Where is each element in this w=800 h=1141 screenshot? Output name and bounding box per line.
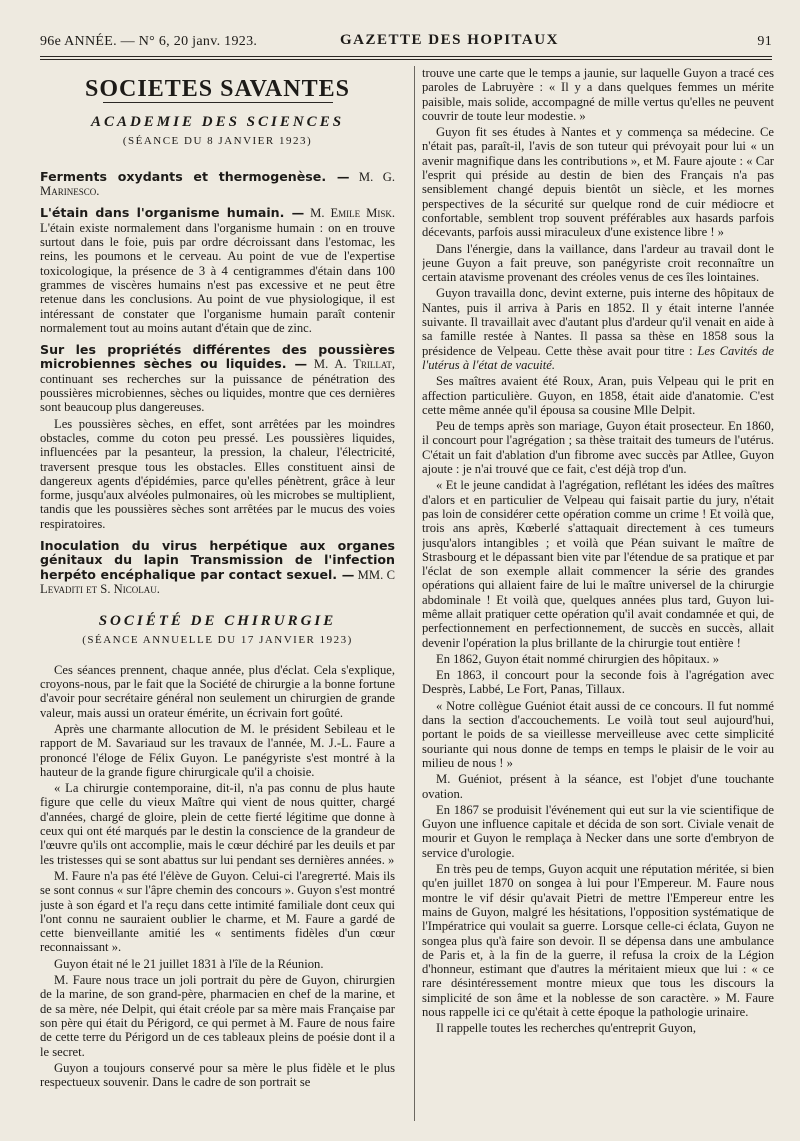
paragraph: M. Faure n'a pas été l'élève de Guyon. Celui-ci l'aregrетté. Mais ils se sont connus « sur l'âpre chemin des concours ». Guyon s'est montré juste à son égard et l'a reçu dans cette intimité familiale dont ceux qui l'ont connu ne sauraient oublier le charme, et M. Faure a gardé de cette bienveillante amitié les « sentiments fidèles d'un cœur reconnaissant ». xyxy=(40,868,395,955)
column-divider xyxy=(414,66,415,1121)
paragraph: Guyon fit ses études à Nantes et y commença sa médecine. Ce n'était pas, paraît-il, l'avis de son tuteur qui prévoyait pour lui « un avenir magnifique dans les contributions », et M. Faure ajoute : « Car l'esprit qui préside au destin de bien des Français n'a pas sensiblement changé depuis bientôt un siècle, et les mornes perspectives de la sécurité sur quelque rond de cuir médiocre et confortable, semblent trop souvent préférables aux hasards parfois décevants, parfois aussi miraculeux d'une existence libre ! » xyxy=(422,125,774,240)
paragraph: « La chirurgie contemporaine, dit-il, n'a pas connu de plus haute figure que celle du vieux Maître qui vient de nous quitter, chargé d'années, chargé de gloire, plein de cette fierté légitime que donne à ceux qui ont été marqués par le destin la conscience de la grandeur de l'œuvre qu'ils ont accomplie, mais le cœur déchiré par les deuils et par les tristesses qui se sont abattus sur lui pendant ses dernières années. » xyxy=(40,781,395,867)
paragraph: Guyon a toujours conservé pour sa mère le plus fidèle et le plus respectueux souvenir. Dans le cadre de son portrait se xyxy=(40,1060,395,1090)
paragraph: Dans l'énergie, dans la vaillance, dans l'ardeur au travail dont le jeune Guyon a fait preuve, son panégyriste croit reconnaître un certain atavisme provenant des créoles venus de ces îles lointaines. xyxy=(422,241,774,285)
paragraph: Les poussières sèches, en effet, sont arrêtées par les moindres obstacles, comme du coton peu pressé. Les poussières liquides, influencées par la pesanteur, la pression, la chaleur, l'électricité, traversent presque tous les obstacles. Elles constituent ainsi de dangereux agents d'épidémies, parce qu'elles pénètrent, grâce à leur forme, jusqu'aux alvéoles pulmonaires, où les microbes se multiplient, tandis que les poussières sèches sont arrêtées par le mucus des voies respiratoires. xyxy=(40,416,395,531)
paragraph: Guyon était né le 21 juillet 1831 à l'île de la Réunion. xyxy=(54,956,324,971)
paragraph: « Notre collègue Guéniot était aussi de ce concours. Il fut nommé dans la section d'accouchements. Le voilà tout seul aujourd'hui, portant le poids de sa vieillesse merveilleuse avec cette simplicité souriante qui nous donne de temps en temps le plaisir de le voir au milieu de nous ! » xyxy=(422,698,774,770)
article-oxydants xyxy=(40,170,395,199)
article-author: M. G. Marinesco. xyxy=(40,169,395,199)
header-rule xyxy=(40,56,772,57)
paragraph: trouve une carte que le temps a jaunie, sur laquelle Guyon a tracé ces paroles de Labruyère : « Il y a dans quelques femmes un mérite paisible, mais solide, accompagné de mille vertus qu'elles ne peuvent couvrir de toute leur modestie. » xyxy=(422,66,774,123)
paragraph: M. Guéniot, présent à la séance, est l'objet d'une touchante ovation. xyxy=(422,772,774,801)
article-text: continuant ses recherches sur la puissance de pénétration des poussières microbiennes, sèches ou liquides, montre que ces dernières sont beaucoup plus dangereuses. xyxy=(40,371,395,415)
article-text: L'étain existe normalement dans l'organisme humain : on en trouve surtout dans le foie, puis par ordre décroissant dans l'estomac, les reins, les poumons et le cerveau. Au point de vue de l'expertise toxicologique, la présence de 3 à 4 centigrammes d'étain dans 100 grammes de viscères humains n'est pas excessive et ne peut être retenue dans les conclusions. Au point de vue physiologique, il est intéressant de constater que l'organisme humain paraît contenir normalement tout au moins autant d'étain que de zinc. xyxy=(40,220,395,335)
article-author: MM. C Levaditi et S. Nicolau. xyxy=(40,567,395,596)
article-heading: L'étain dans l'organisme humain. — xyxy=(40,205,305,221)
left-column xyxy=(40,66,395,1131)
paragraph: Après une charmante allocution de M. le président Sebileau et le rapport de M. Savariaud sur les travaux de l'année, M. J.-L. Faure a prononcé l'éloge de Félix Guyon. Le panégyriste s'est montré à la hauteur de la grande figure chirurgicale qu'il a choisie. xyxy=(40,721,395,779)
paragraph xyxy=(422,286,774,372)
surgery-title: SOCIÉTÉ DE CHIRURGIE xyxy=(98,613,337,630)
article-heading: Ferments oxydants et thermogenèse. — xyxy=(40,168,350,184)
paragraph: Ses maîtres avaient été Roux, Aran, puis Velpeau qui le prit en affection particulière. Guyon, en 1858, était aide d'anatomie. C'est cette même année qu'il épousa sa cousine Mlle Delpit. xyxy=(422,374,774,417)
paragraph: M. Faure nous trace un joli portrait du père de Guyon, chirurgien de la marine, de son grand-père, pharmacien en chef de la marine, et de sa mère, née Delpit, qui était créole par sa mère mais Française par son père qui était du Périgord, ce qui permet à M. Faure de nous faire de cette terre du Périgord un de ces tableaux pleins de poésie dont il a le secret. xyxy=(40,973,395,1059)
article-author: M. A. Trillat, xyxy=(313,357,395,372)
journal-title: GAZETTE DES HOPITAUX xyxy=(340,32,559,48)
paragraph: En 1867 se produisit l'événement qui eut sur la vie scientifique de Guyon une influence capitale et décida de son sort. Civiale venait de mourir et Guyon le remplaça à Necker dans une sorte d'embryon de service d'urologie. xyxy=(422,802,774,860)
paragraph: « Et le jeune candidat à l'agrégation, reflétant les idées des maîtres d'alors et en particulier de Velpeau qui faisait partie du jury, n'était pas loin de considérer cette opération comme un crime ! Et voilà que, trois ans après, Kœberlé s'attaquait directement à ces tumeurs jusqu'alors intangibles ; et voilà que Péan suivant le maître de Strasbourg et le dépassant bien vite par l'étendue de sa pratique et par l'éclat de son exemple allait commencer la série des grandes opérations qui allaient faire de lui le maître universel de la chirurgie abdominale ! Et voilà que, quelques années plus tard, Guyon lui-même allait pratiquer cette opération qu'il avait condamnée et qui, de perfectionnement en perfectionnement, de succès en succès, allait devenir l'opération la plus brillante de la chirurgie tout entière ! xyxy=(422,478,774,650)
page-header xyxy=(40,30,772,56)
right-column xyxy=(422,66,774,1131)
header-rule-thin xyxy=(40,59,772,60)
page-number: 91 xyxy=(757,34,772,49)
title-rule xyxy=(103,102,333,103)
paragraph: En 1862, Guyon était nommé chirurgien des hôpitaux. » xyxy=(436,651,720,666)
paragraph: En très peu de temps, Guyon acquit une réputation méritée, si bien qu'en juillet 1870 on songea à lui pour l'Empereur. M. Faure nous montre le vif désir qu'avait Pietri de mettre l'Empereur entre les mains de Guyon, malgré les hésitations, l'opposition systématique de l'Impératrice qui voulait sa guerre. Lorsque celle-ci éclata, Guyon ne songea plus qu'à faire son devoir. Il se dépensa dans une ambulance de Paris et, à la fin de la guerre, il refusa la croix de la Légion d'honneur, estimant que d'autres la méritaient mieux que lui : « ce rare désintéressement montre mieux que tous les discours la simplicité de son âme et la noblesse de son caractère. » M. Faure nous rappelle ici ce qu'était à cette époque la pathologie urinaire. xyxy=(422,862,774,1019)
paragraph: Il rappelle toutes les recherches qu'entreprit Guyon, xyxy=(436,1021,696,1036)
academy-title: ACADEMIE DES SCIENCES xyxy=(90,114,345,131)
article-poussieres xyxy=(40,343,395,414)
thesis-title: Les Cavités de l'utérus à l'état de vacuité. xyxy=(422,343,774,372)
paragraph-text: Guyon travailla donc, devint externe, puis interne des hôpitaux de Nantes, puis il arriva à Paris en 1852. Il y était interne l'année suivante. Il travaillait avec d'autant plus d'ardeur qu'il venait en aide à sa famille restée à Nantes. Il passa sa thèse en 1858 sous la présidence de Velpeau. Cette thèse avait pour titre : xyxy=(422,286,774,358)
article-author: M. Emile Misk. xyxy=(310,206,395,221)
article-heading: Inoculation du virus herpétique aux organes génitaux du lapin Transmission de l'infection herpéto encéphalique par contact sexuel. — xyxy=(40,538,395,582)
article-herpes xyxy=(40,539,395,596)
section-title: SOCIETES SAVANTES xyxy=(85,76,350,102)
academy-session: (SÉANCE DU 8 JANVIER 1923) xyxy=(122,134,313,147)
issue-info: 96e ANNÉE. — N° 6, 20 janv. 1923. xyxy=(40,34,258,49)
paragraph: Ces séances prennent, chaque année, plus d'éclat. Cela s'explique, croyons-nous, par le fait que la Société de chirurgie a la bonne fortune d'avoir pour secrétaire général non seulement un chirurgien de grande valeur, mais aussi un orateur émérite, un écrivain fort goûté. xyxy=(40,662,395,720)
paragraph: En 1863, il concourt pour la seconde fois à l'agrégation avec Desprès, Labbé, Le Fort, Panas, Tillaux. xyxy=(422,668,774,697)
article-etain xyxy=(40,206,395,335)
article-heading: Sur les propriétés différentes des poussières microbiennes sèches ou liquides. — xyxy=(40,342,395,372)
paragraph: Peu de temps après son mariage, Guyon était prosecteur. En 1860, il concourt pour l'agrégation ; sa thèse traitait des tumeurs de l'utérus. C'était un fait d'ablation d'un fibrome avec succès par Atllee, Guyon ajoute : je n'ai trouvé que ce fait, c'est déjà trop d'un. xyxy=(422,419,774,477)
surgery-session: (SÉANCE ANNUELLE DU 17 JANVIER 1923) xyxy=(82,633,353,646)
